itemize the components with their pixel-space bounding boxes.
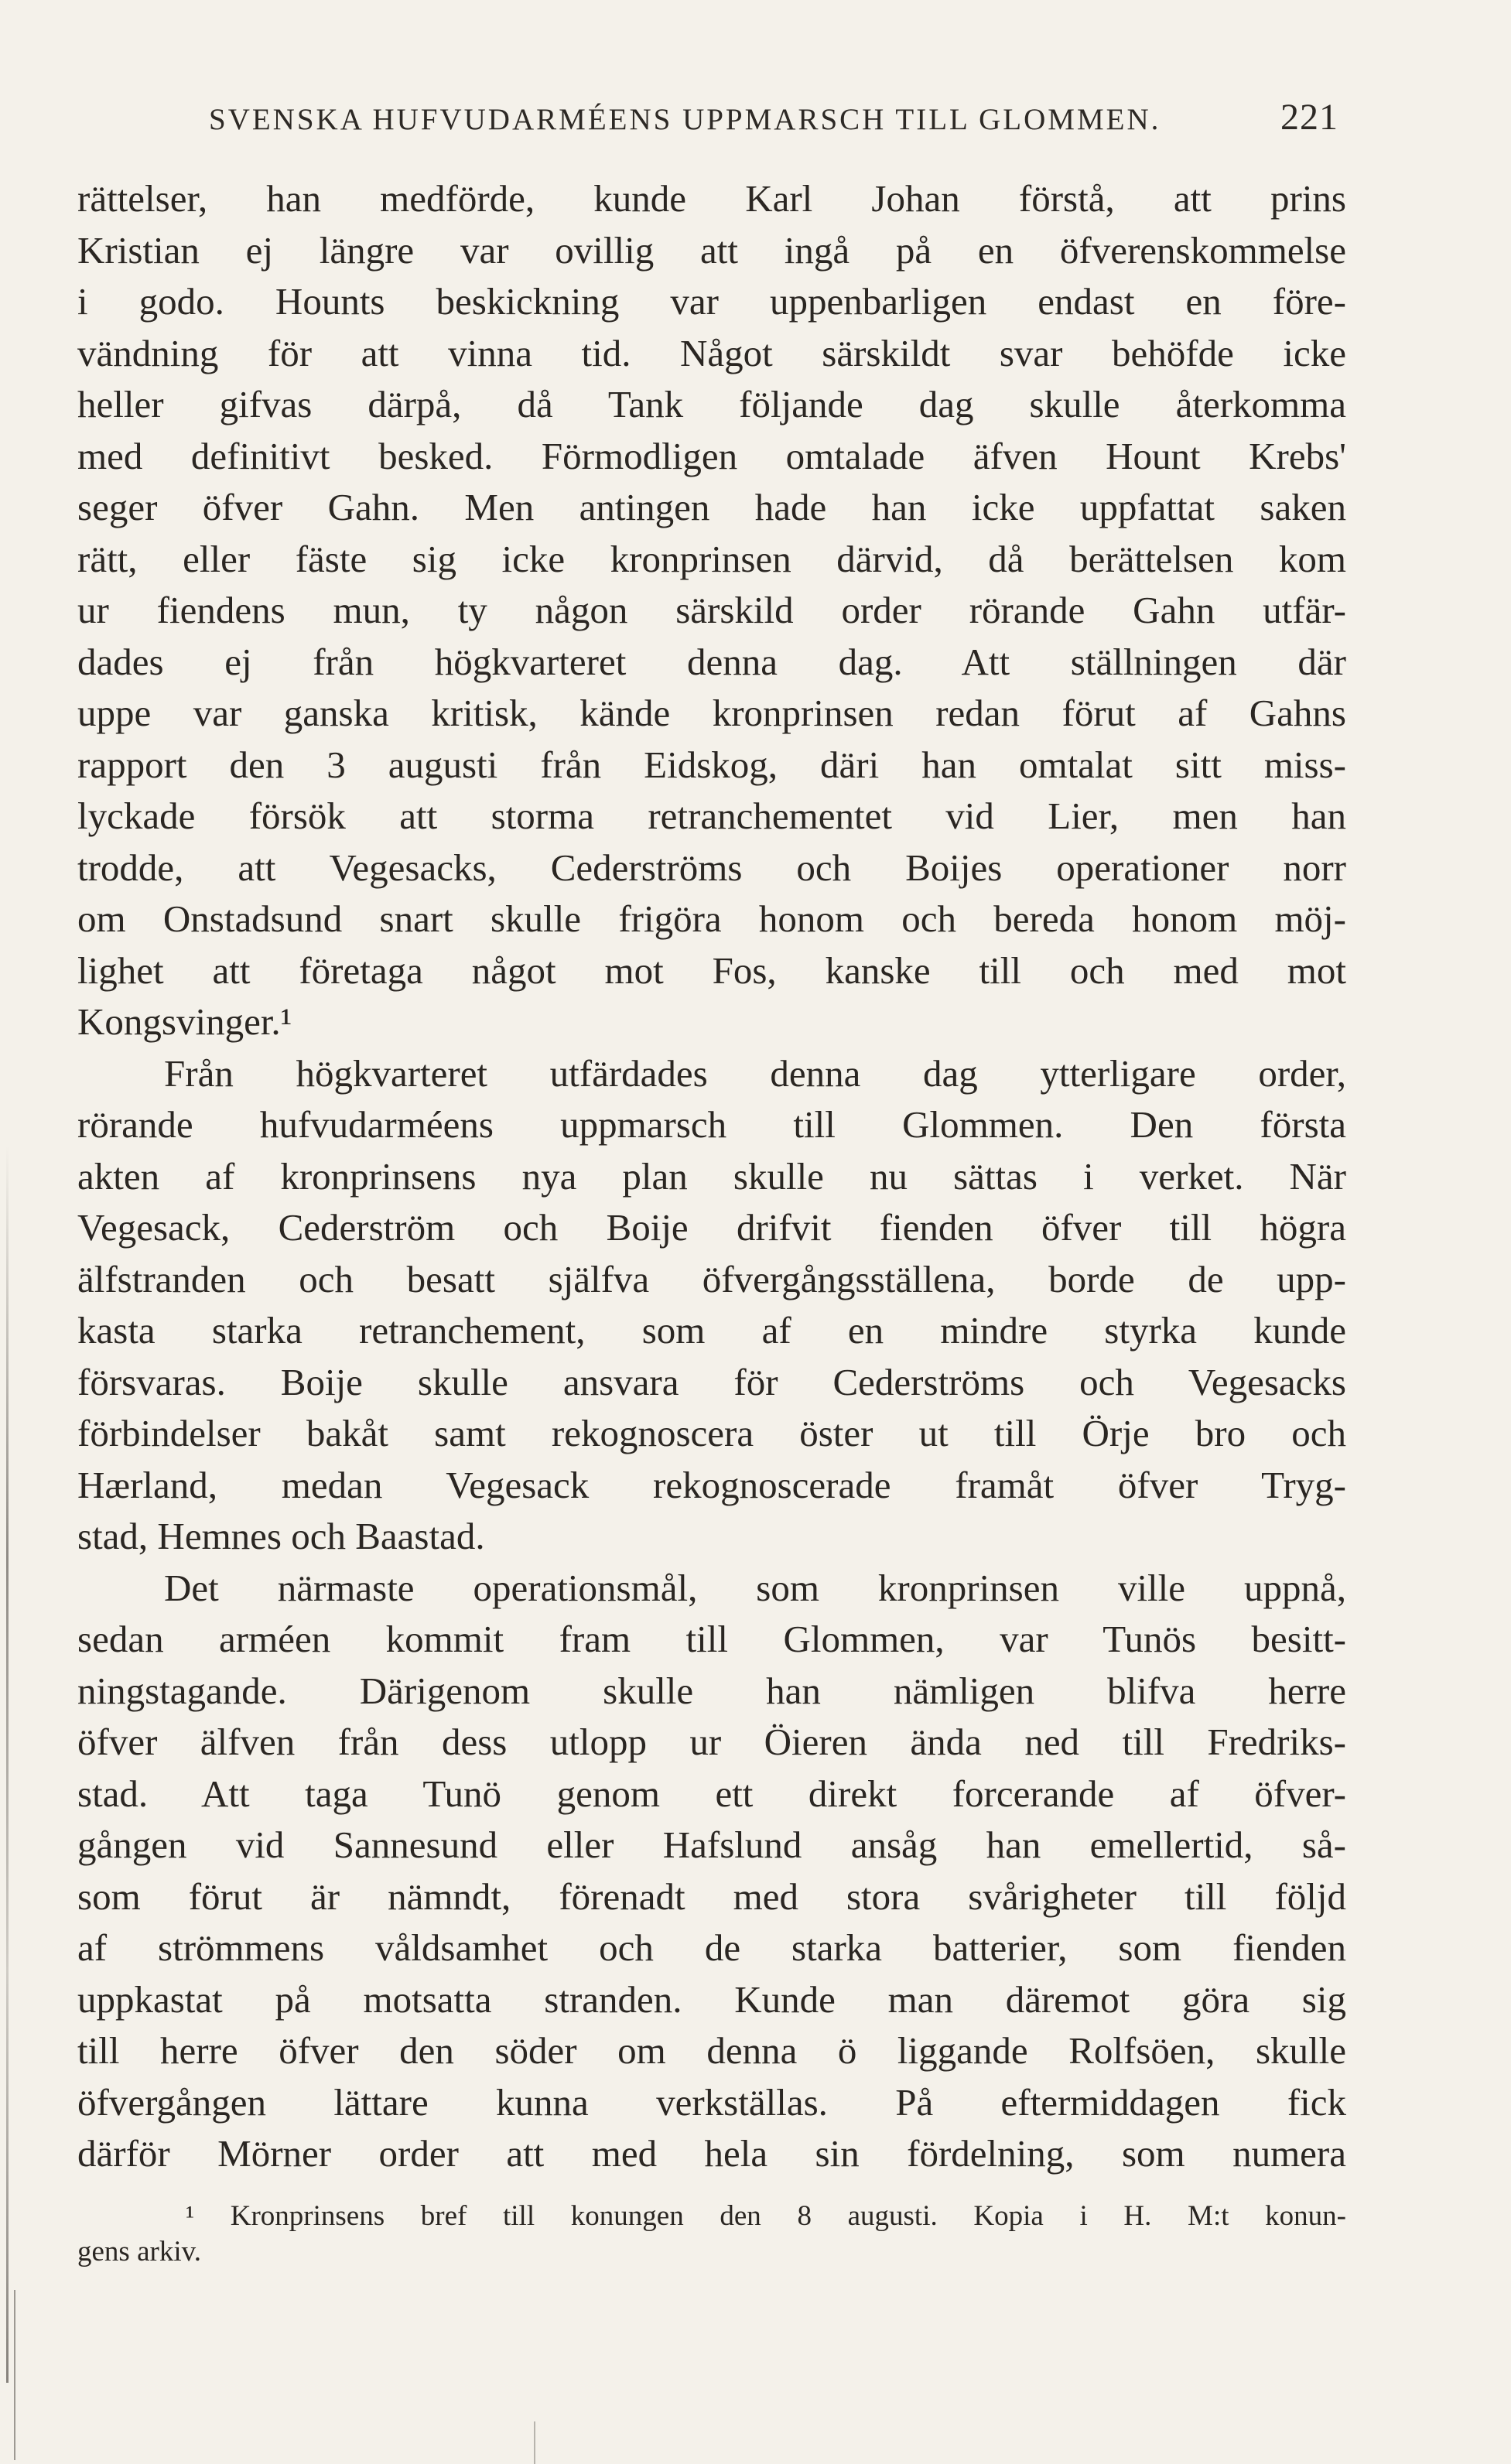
text-line: trodde, att Vegesacks, Cederströms och Boijes operationer norr [77,846,1346,889]
running-title: SVENSKA HUFVUDARMÉENS UPPMARSCH TILL GLOMMEN. [209,103,1161,136]
text-line: uppkastat på motsatta stranden. Kunde man däremot göra sig [77,1977,1346,2021]
text-line: stad. Att taga Tunö genom ett direkt forcerande af öfver- [77,1772,1346,1815]
page-header [209,97,1338,149]
text-line: Kongsvinger.¹ [77,1000,292,1043]
scan-edge-shadow [6,1145,9,2383]
text-line: öfvergången lättare kunna verkställas. På eftermiddagen fick [77,2080,1346,2124]
text-line: Kristian ej längre var ovillig att ingå på en öfverenskommelse [77,228,1346,272]
text-line: akten af kronprinsens nya plan skulle nu sättas i verket. När [77,1154,1346,1198]
text-line: rörande hufvudarméens uppmarsch till Glommen. Den första [77,1103,1346,1146]
scan-edge-shadow [14,2290,15,2460]
text-line: ur fiendens mun, ty någon särskild order rörande Gahn utfär- [77,589,1346,631]
text-line: heller gifvas därpå, då Tank följande dag skulle återkomma [77,383,1346,425]
text-line: förbindelser bakåt samt rekognoscera öster ut till Örje bro och [77,1412,1346,1454]
text-line: Vegesack, Cederström och Boije drifvit fienden öfver till högra [77,1206,1346,1249]
scan-edge-shadow [534,2421,535,2464]
text-line: sedan arméen kommit fram till Glommen, var Tunös besitt- [77,1618,1346,1660]
text-line: lyckade försök att storma retranchementet vid Lier, men han [77,795,1346,837]
text-line: Hærland, medan Vegesack rekognoscerade framåt öfver Tryg- [77,1463,1346,1506]
text-line: af strömmens våldsamhet och de starka batterier, som fienden [77,1926,1346,1969]
text-line: som förut är nämndt, förenadt med stora svårigheter till följd [77,1874,1346,1918]
text-line: ningstagande. Därigenom skulle han nämligen blifva herre [77,1669,1346,1712]
text-line: lighet att företaga något mot Fos, kanske till och med mot [77,948,1346,992]
text-line: rapport den 3 augusti från Eidskog, däri han omtalat sitt miss- [77,743,1346,786]
footnote-line: ¹ Kronprinsens bref till konungen den 8 augusti. Kopia i H. M:t konun- [186,2200,1346,2232]
text-line: med definitivt besked. Förmodligen omtalade äfven Hount Krebs' [77,434,1346,477]
text-line: om Onstadsund snart skulle frigöra honom och bereda honom möj- [77,897,1346,940]
text-line: kasta starka retranchement, som af en mindre styrka kunde [77,1309,1346,1352]
text-line: försvaras. Boije skulle ansvara för Cederströms och Vegesacks [77,1360,1346,1403]
text-line: därför Mörner order att med hela sin fördelning, som numera [77,2132,1346,2175]
text-line: i godo. Hounts beskickning var uppenbarligen endast en före- [77,280,1346,323]
text-line: rätt, eller fäste sig icke kronprinsen därvid, då berättelsen kom [77,537,1346,580]
text-line: vändning för att vinna tid. Något särskildt svar behöfde icke [77,331,1346,374]
text-line: uppe var ganska kritisk, kände kronprinsen redan förut af Gahns [77,692,1346,734]
text-line: gången vid Sannesund eller Hafslund ansåg han emellertid, så- [77,1823,1346,1866]
text-line: stad, Hemnes och Baastad. [77,1515,485,1557]
text-line: öfver älfven från dess utlopp ur Öieren ända ned till Fredriks- [77,1721,1346,1763]
body-text [77,173,1346,2180]
page-number: 221 [1280,97,1338,138]
text-line: dades ej från högkvarteret denna dag. Att ställningen där [77,640,1346,683]
text-line: älfstranden och besatt själfva öfvergångsställena, borde de upp- [77,1257,1346,1300]
text-line: till herre öfver den söder om denna ö liggande Rolfsöen, skulle [77,2029,1346,2072]
paragraph-start-line: Det närmaste operationsmål, som kronprinsen ville uppnå, [164,1566,1346,1609]
text-line: rättelser, han medförde, kunde Karl Johan förstå, att prins [77,177,1346,220]
text-line: seger öfver Gahn. Men antingen hade han icke uppfattat saken [77,486,1346,528]
paragraph-start-line: Från högkvarteret utfärdades denna dag ytterligare order, [164,1051,1346,1095]
footnote-line: gens arkiv. [77,2236,201,2267]
footnote [77,2199,1346,2270]
